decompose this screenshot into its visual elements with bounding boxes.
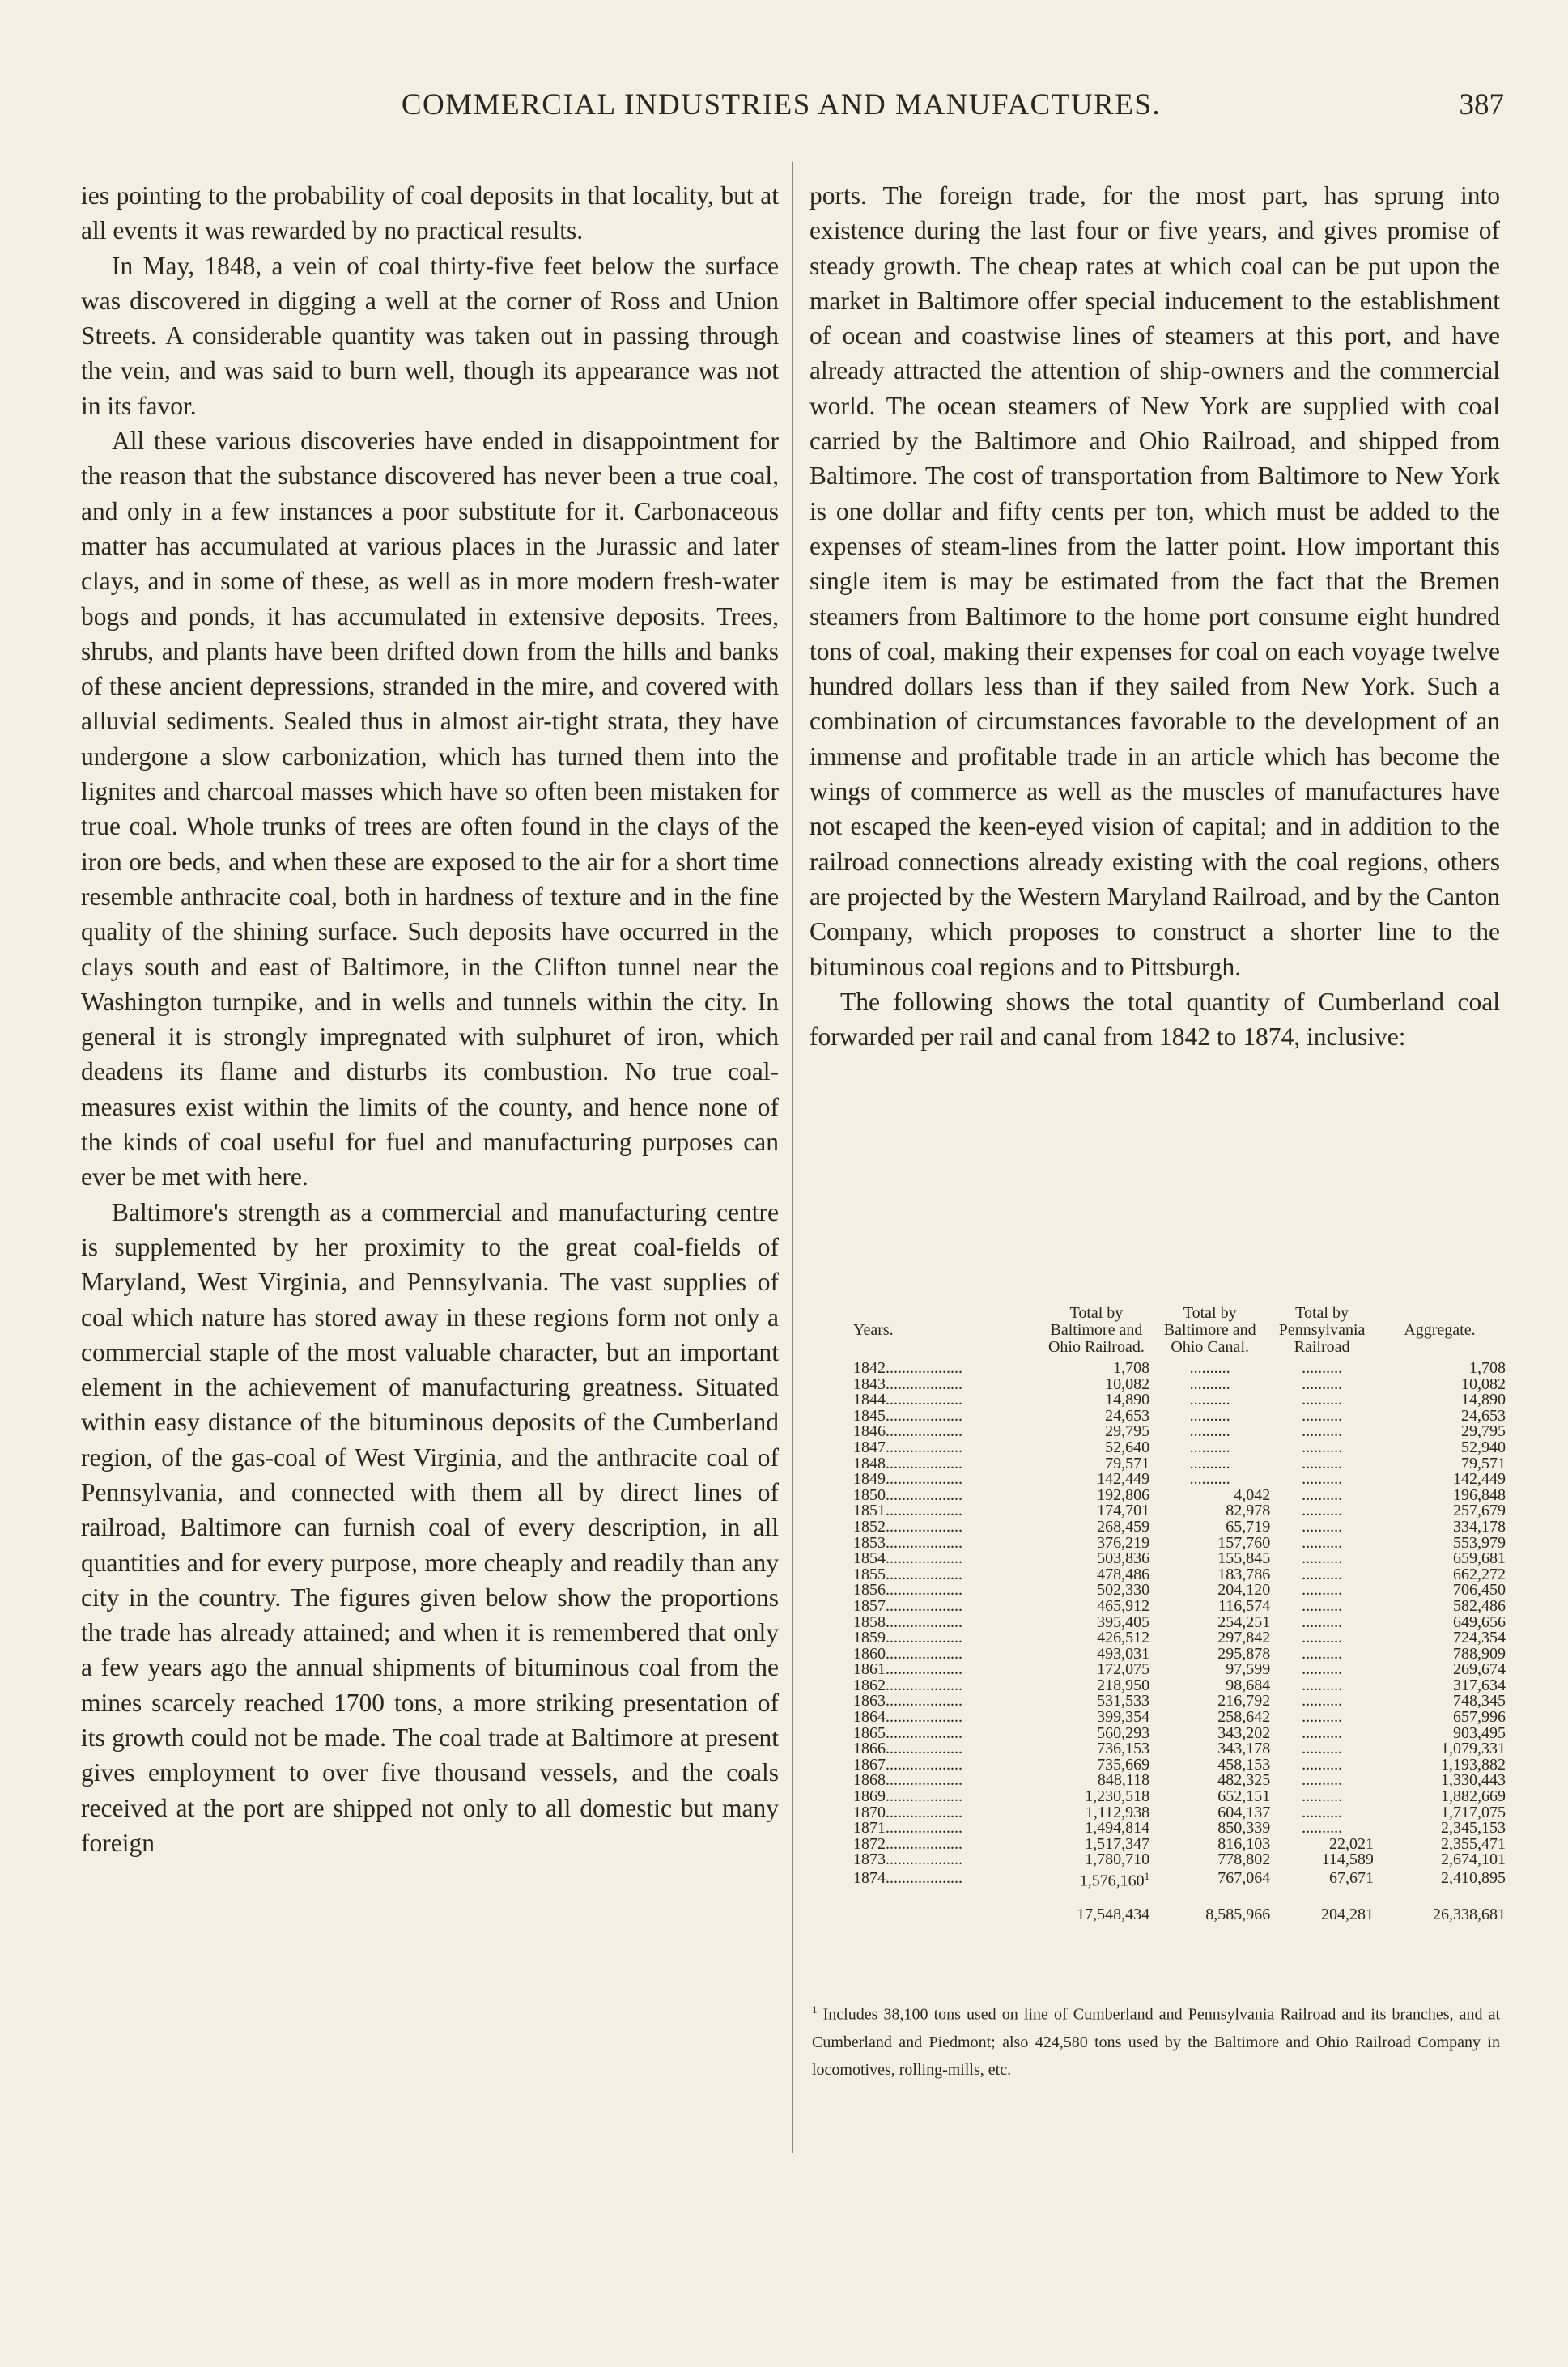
cell-bo-canal-value: .......... bbox=[1189, 1391, 1230, 1409]
cell-bo-canal-value: .......... bbox=[1189, 1406, 1230, 1425]
cell-year-value: 1845................... bbox=[853, 1406, 962, 1425]
cell-year-value: 1861................... bbox=[853, 1660, 962, 1679]
cell-aggregate-value: 724,354 bbox=[1453, 1629, 1506, 1647]
cell-bo-canal-value: 216,792 bbox=[1217, 1692, 1271, 1710]
cell-bo-railroad-value: 395,405 bbox=[1097, 1613, 1150, 1631]
cell-aggregate-value: 1,193,882 bbox=[1441, 1755, 1506, 1774]
cell-year-value: 1871................... bbox=[853, 1819, 962, 1838]
cell-year-value: 1862................... bbox=[853, 1676, 962, 1694]
cell-bo-railroad-value: 52,640 bbox=[1105, 1438, 1150, 1456]
cell-year-value: 1850................... bbox=[853, 1485, 962, 1504]
cell-bo-railroad-value: 531,533 bbox=[1097, 1692, 1150, 1710]
cell-bo-canal-value: 458,153 bbox=[1217, 1755, 1271, 1774]
cell-bo-canal-value: 258,642 bbox=[1217, 1708, 1271, 1727]
cell-penn-railroad-value: .......... bbox=[1302, 1391, 1343, 1409]
total-bo-canal: 8,585,966 bbox=[1205, 1906, 1271, 1924]
cell-aggregate-value: 2,410,895 bbox=[1441, 1869, 1506, 1888]
cell-bo-railroad-value: 1,230,518 bbox=[1085, 1787, 1150, 1806]
cell-year-value: 1865................... bbox=[853, 1723, 962, 1742]
cell-year-value: 1855................... bbox=[853, 1565, 962, 1583]
footnote-text: Includes 38,100 tons used on line of Cumberland and Pennsylvania Railroad and its branches, and at Cumberland and Piedmont; also 424,580 tons used by the Baltimore and Ohio Railroad Company in locomotives, rolling-mills, etc. bbox=[812, 2005, 1501, 2079]
paragraph: All these various discoveries have ended in disappointment for the reason that the substance discovered has never been a true coal, and only in a few instances a poor substitute for it. Carbonaceous matter has accumulated at various places in the Jurassic and later clays, and in some of these, as well as in more modern fresh-water bogs and ponds, it has accumulated in extensive deposits. Trees, shrubs, and plants have been drifted down from the hills and banks of these ancient depressions, stranded in the mire, and covered with alluvial sediments. Sealed thus in almost air-tight strata, they have undergone a slow carbonization, which has turned them into the lignites and charcoal masses which have so often been mistaken for true coal. Whole trunks of trees are often found in the clays of the iron ore beds, and when these are exposed to the air for a short time resemble anthracite coal, both in hardness of texture and in the fine quality of the shining surface. Such deposits have occurred in the clays south and east of Baltimore, in the Clifton tunnel near the Washington turnpike, and in wells and tunnels within the city. In general it is strongly impregnated with sulphuret of iron, which deadens its flame and disturbs its combustion. No true coal-measures exist within the limits of the county, and hence none of the kinds of coal useful for fuel and manufacturing purposes can ever be met with here. bbox=[81, 427, 779, 1192]
cell-year-value: 1843................... bbox=[853, 1375, 962, 1393]
cell-penn-railroad-value: 22,021 bbox=[1328, 1834, 1374, 1853]
cell-bo-railroad-value: 503,836 bbox=[1097, 1549, 1150, 1568]
cell-year-value: 1848................... bbox=[853, 1454, 962, 1472]
cell-bo-railroad-value: 268,459 bbox=[1097, 1517, 1150, 1536]
cell-bo-railroad-value: 560,293 bbox=[1097, 1723, 1150, 1742]
cell-bo-canal-value: 297,842 bbox=[1217, 1629, 1271, 1647]
cell-aggregate-value: 657,996 bbox=[1453, 1708, 1506, 1727]
cell-bo-railroad bbox=[1043, 1868, 1149, 1889]
cell-aggregate-value: 649,656 bbox=[1453, 1613, 1506, 1631]
cell-aggregate-value: 659,681 bbox=[1453, 1549, 1506, 1568]
cell-bo-railroad-value: 848,118 bbox=[1097, 1771, 1150, 1790]
cell-bo-railroad-value: 29,795 bbox=[1105, 1422, 1150, 1441]
cell-bo-canal-value: .......... bbox=[1189, 1470, 1230, 1489]
right-column bbox=[809, 178, 1500, 1054]
page-header bbox=[49, 87, 1514, 136]
cell-bo-canal bbox=[1149, 1868, 1270, 1889]
cell-aggregate-value: 29,795 bbox=[1461, 1422, 1506, 1441]
cell-bo-railroad-value: 502,330 bbox=[1097, 1581, 1150, 1600]
cell-aggregate bbox=[1374, 1868, 1506, 1889]
cell-year-value: 1866................... bbox=[853, 1740, 962, 1758]
cell-penn-railroad-value: .......... bbox=[1302, 1692, 1343, 1710]
footnote-marker: 1 bbox=[812, 2004, 818, 2016]
cell-year-value: 1846................... bbox=[853, 1422, 962, 1441]
header-penn-railroad: Total by Pennsylvania Railroad bbox=[1278, 1304, 1366, 1356]
cell-bo-railroad-value: 1,576,160 bbox=[1079, 1872, 1145, 1890]
page-number: 387 bbox=[1459, 88, 1504, 121]
footnote bbox=[812, 1996, 1500, 2084]
header-bo-canal: Total by Baltimore and Ohio Canal. bbox=[1163, 1304, 1256, 1356]
cell-bo-railroad-value: 465,912 bbox=[1097, 1596, 1150, 1615]
cell-penn-railroad-value: .......... bbox=[1302, 1517, 1343, 1536]
cell-bo-canal-value: 155,845 bbox=[1217, 1549, 1271, 1568]
total-aggregate: 26,338,681 bbox=[1433, 1906, 1506, 1924]
cell-year-value: 1849................... bbox=[853, 1470, 962, 1489]
cell-penn-railroad-value: .......... bbox=[1302, 1581, 1343, 1600]
cell-penn-railroad-value: .......... bbox=[1302, 1422, 1343, 1441]
cell-penn-railroad-value: .......... bbox=[1302, 1787, 1343, 1806]
paragraph: ies pointing to the probability of coal deposits in that locality, but at all events it was rewarded by no practical results. bbox=[81, 181, 779, 245]
cell-penn-railroad-value: .......... bbox=[1302, 1502, 1343, 1520]
footnote-ref: 1 bbox=[1144, 1870, 1150, 1882]
cell-year-value: 1859................... bbox=[853, 1629, 962, 1647]
cell-bo-canal-value: 82,978 bbox=[1226, 1502, 1271, 1520]
cell-penn-railroad-value: .......... bbox=[1302, 1454, 1343, 1472]
coal-shipments-table bbox=[809, 1305, 1506, 1923]
cell-year-value: 1856................... bbox=[853, 1581, 962, 1600]
column-divider bbox=[792, 162, 793, 2153]
cell-year bbox=[809, 1868, 1043, 1889]
cell-aggregate-value: 1,079,331 bbox=[1441, 1740, 1506, 1758]
total-penn-railroad: 204,281 bbox=[1320, 1906, 1374, 1924]
cell-penn-railroad-value: .......... bbox=[1302, 1613, 1343, 1631]
cell-aggregate-value: 24,653 bbox=[1461, 1406, 1506, 1425]
cell-bo-railroad-value: 1,780,710 bbox=[1085, 1851, 1150, 1869]
cell-bo-railroad-value: 192,806 bbox=[1097, 1485, 1150, 1504]
cell-aggregate-value: 706,450 bbox=[1453, 1581, 1506, 1600]
cell-bo-canal-value: 652,151 bbox=[1217, 1787, 1271, 1806]
cell-penn-railroad-value: .......... bbox=[1302, 1406, 1343, 1425]
cell-aggregate-value: 79,571 bbox=[1461, 1454, 1506, 1472]
cell-bo-canal-value: 4,042 bbox=[1234, 1485, 1271, 1504]
cell-aggregate-value: 788,909 bbox=[1453, 1644, 1506, 1663]
cell-penn-railroad-value: 114,589 bbox=[1321, 1851, 1374, 1869]
paragraph: Baltimore's strength as a commercial and manufacturing centre is supplemented by her proximity to the great coal-fields of Maryland, West Virginia, and Pennsylvania. The vast supplies of coal which nature has stored away in these regions form not only a commercial staple of the most valuable character, but an important element in the achievement of manufacturing greatness. Situated within easy distance of the bituminous deposits of the Cumberland region, of the gas-coal of West Virginia, and the anthracite coal of Pennsylvania, and connected with them all by direct lines of railroad, Baltimore can furnish coal of every description, in all quantities and for every purpose, more cheaply and readily than any city in the country. The figures given below show the proportions the trade has already attained; and when it is remembered that only a few years ago the annual shipments of bituminous coal from the mines scarcely reached 1700 tons, a more striking presentation of its growth could not be made. The coal trade at Baltimore at present gives employment to over five thousand vessels, and the coals received at the port are shipped not only to all domestic but many foreign bbox=[81, 1197, 779, 1857]
cell-bo-canal-value: .......... bbox=[1189, 1359, 1230, 1377]
cell-bo-railroad-value: 24,653 bbox=[1105, 1406, 1150, 1425]
cell-bo-railroad-value: 174,701 bbox=[1097, 1502, 1150, 1520]
cell-aggregate-value: 1,717,075 bbox=[1441, 1803, 1506, 1821]
table-row bbox=[809, 1852, 1506, 1868]
cell-year-value: 1870................... bbox=[853, 1803, 962, 1821]
cell-bo-canal-value: 767,064 bbox=[1217, 1869, 1271, 1888]
cell-penn-railroad-value: .......... bbox=[1302, 1819, 1343, 1838]
cell-bo-railroad-value: 142,449 bbox=[1097, 1470, 1150, 1489]
cell-bo-canal-value: 98,684 bbox=[1226, 1676, 1271, 1694]
cell-bo-railroad-value: 1,494,814 bbox=[1085, 1819, 1150, 1838]
cell-aggregate-value: 1,708 bbox=[1469, 1359, 1506, 1377]
cell-penn-railroad bbox=[1270, 1852, 1374, 1868]
paragraph: The following shows the total quantity of Cumberland coal forwarded per rail and canal from 1842 to 1874, inclusive: bbox=[809, 987, 1500, 1052]
cell-aggregate-value: 662,272 bbox=[1453, 1565, 1506, 1583]
running-title: COMMERCIAL INDUSTRIES AND MANUFACTURES. bbox=[401, 88, 1162, 121]
cell-bo-canal-value: 343,202 bbox=[1217, 1723, 1271, 1742]
cell-penn-railroad-value: 67,671 bbox=[1328, 1869, 1374, 1888]
cell-aggregate-value: 334,178 bbox=[1453, 1517, 1506, 1536]
cell-penn-railroad-value: .......... bbox=[1302, 1676, 1343, 1694]
cell-bo-canal-value: 604,137 bbox=[1217, 1803, 1271, 1821]
cell-bo-canal-value: 482,325 bbox=[1217, 1771, 1271, 1790]
cell-penn-railroad-value: .......... bbox=[1302, 1629, 1343, 1647]
cell-bo-canal-value: 183,786 bbox=[1217, 1565, 1271, 1583]
cell-aggregate-value: 317,634 bbox=[1453, 1676, 1506, 1694]
cell-bo-railroad-value: 478,486 bbox=[1097, 1565, 1150, 1583]
cell-bo-canal-value: 97,599 bbox=[1226, 1660, 1271, 1679]
cell-penn-railroad-value: .......... bbox=[1302, 1565, 1343, 1583]
cell-aggregate-value: 2,355,471 bbox=[1441, 1834, 1506, 1853]
cell-penn-railroad-value: .......... bbox=[1302, 1485, 1343, 1504]
cell-year-value: 1863................... bbox=[853, 1692, 962, 1710]
table-header-row bbox=[809, 1305, 1506, 1361]
cell-penn-railroad-value: .......... bbox=[1302, 1470, 1343, 1489]
cell-year-value: 1847................... bbox=[853, 1438, 962, 1456]
cell-bo-canal-value: 778,802 bbox=[1217, 1851, 1271, 1869]
cell-aggregate-value: 582,486 bbox=[1453, 1596, 1506, 1615]
cell-year-value: 1872................... bbox=[853, 1834, 962, 1853]
cell-year-value: 1842................... bbox=[853, 1359, 962, 1377]
cell-aggregate-value: 14,890 bbox=[1461, 1391, 1506, 1409]
cell-bo-canal-value: 850,339 bbox=[1217, 1819, 1271, 1838]
cell-year-value: 1864................... bbox=[853, 1708, 962, 1727]
cell-year-value: 1844................... bbox=[853, 1391, 962, 1409]
cell-penn-railroad-value: .......... bbox=[1302, 1644, 1343, 1663]
header-years: Years. bbox=[853, 1321, 894, 1339]
cell-year-value: 1853................... bbox=[853, 1533, 962, 1552]
cell-bo-railroad-value: 426,512 bbox=[1097, 1629, 1150, 1647]
cell-penn-railroad-value: .......... bbox=[1302, 1375, 1343, 1393]
cell-year-value: 1854................... bbox=[853, 1549, 962, 1568]
cell-bo-canal-value: .......... bbox=[1189, 1375, 1230, 1393]
cell-year-value: 1868................... bbox=[853, 1771, 962, 1790]
cell-penn-railroad-value: .......... bbox=[1302, 1359, 1343, 1377]
cell-year-value: 1874................... bbox=[853, 1869, 962, 1888]
cell-bo-canal-value: .......... bbox=[1189, 1454, 1230, 1472]
cell-aggregate-value: 52,940 bbox=[1461, 1438, 1506, 1456]
cell-bo-canal-value: 254,251 bbox=[1217, 1613, 1271, 1631]
totals-row bbox=[809, 1889, 1506, 1923]
cell-year-value: 1867................... bbox=[853, 1755, 962, 1774]
cell-bo-canal-value: 116,574 bbox=[1217, 1596, 1271, 1615]
cell-bo-canal-value: 343,178 bbox=[1217, 1740, 1271, 1758]
cell-aggregate-value: 10,082 bbox=[1461, 1375, 1506, 1393]
cell-year-value: 1869................... bbox=[853, 1787, 962, 1806]
cell-bo-railroad-value: 493,031 bbox=[1097, 1644, 1150, 1663]
cell-year-value: 1852................... bbox=[853, 1517, 962, 1536]
cell-aggregate-value: 269,674 bbox=[1453, 1660, 1506, 1679]
cell-bo-railroad-value: 1,112,938 bbox=[1085, 1803, 1150, 1821]
cell-aggregate-value: 1,330,443 bbox=[1441, 1771, 1506, 1790]
cell-penn-railroad-value: .......... bbox=[1302, 1708, 1343, 1727]
cell-bo-railroad-value: 172,075 bbox=[1097, 1660, 1150, 1679]
cell-year-value: 1858................... bbox=[853, 1613, 962, 1631]
cell-bo-canal-value: .......... bbox=[1189, 1422, 1230, 1441]
cell-aggregate-value: 257,679 bbox=[1453, 1502, 1506, 1520]
cell-year-value: 1851................... bbox=[853, 1502, 962, 1520]
cell-bo-railroad-value: 14,890 bbox=[1105, 1391, 1150, 1409]
cell-year-value: 1860................... bbox=[853, 1644, 962, 1663]
cell-aggregate-value: 553,979 bbox=[1453, 1533, 1506, 1552]
cell-penn-railroad-value: .......... bbox=[1302, 1723, 1343, 1742]
cell-aggregate-value: 142,449 bbox=[1453, 1470, 1506, 1489]
cell-bo-railroad bbox=[1043, 1852, 1149, 1868]
cell-bo-railroad-value: 1,708 bbox=[1113, 1359, 1150, 1377]
cell-bo-railroad-value: 218,950 bbox=[1097, 1676, 1150, 1694]
cell-bo-railroad-value: 1,517,347 bbox=[1085, 1834, 1150, 1853]
cell-year-value: 1873................... bbox=[853, 1851, 962, 1869]
cell-bo-canal-value: 295,878 bbox=[1217, 1644, 1271, 1663]
table-row bbox=[809, 1868, 1506, 1889]
cell-bo-canal-value: 204,120 bbox=[1217, 1581, 1271, 1600]
cell-penn-railroad-value: .......... bbox=[1302, 1596, 1343, 1615]
cell-penn-railroad-value: .......... bbox=[1302, 1803, 1343, 1821]
cell-aggregate-value: 2,345,153 bbox=[1441, 1819, 1506, 1838]
header-bo-railroad: Total by Baltimore and Ohio Railroad. bbox=[1047, 1304, 1145, 1356]
cell-aggregate-value: 196,848 bbox=[1453, 1485, 1506, 1504]
paragraph: In May, 1848, a vein of coal thirty-five feet below the surface was discovered in digging a well at the corner of Ross and Union Streets. A considerable quantity was taken out in passing through the vein, and was said to burn well, though its appearance was not in its favor. bbox=[81, 251, 779, 420]
cell-penn-railroad-value: .......... bbox=[1302, 1549, 1343, 1568]
cell-penn-railroad-value: .......... bbox=[1302, 1660, 1343, 1679]
cell-bo-canal-value: .......... bbox=[1189, 1438, 1230, 1456]
left-column bbox=[81, 178, 779, 1860]
cell-bo-railroad-value: 399,354 bbox=[1097, 1708, 1150, 1727]
cell-aggregate-value: 903,495 bbox=[1453, 1723, 1506, 1742]
cell-bo-railroad-value: 10,082 bbox=[1105, 1375, 1150, 1393]
cell-penn-railroad-value: .......... bbox=[1302, 1771, 1343, 1790]
cell-penn-railroad-value: .......... bbox=[1302, 1740, 1343, 1758]
cell-bo-railroad-value: 376,219 bbox=[1097, 1533, 1150, 1552]
cell-year bbox=[809, 1852, 1043, 1868]
cell-bo-railroad-value: 79,571 bbox=[1105, 1454, 1150, 1472]
cell-penn-railroad-value: .......... bbox=[1302, 1438, 1343, 1456]
cell-penn-railroad-value: .......... bbox=[1302, 1533, 1343, 1552]
cell-aggregate-value: 1,882,669 bbox=[1441, 1787, 1506, 1806]
cell-bo-canal bbox=[1149, 1852, 1270, 1868]
header-aggregate: Aggregate. bbox=[1404, 1321, 1476, 1339]
cell-penn-railroad bbox=[1270, 1868, 1374, 1889]
cell-bo-railroad-value: 736,153 bbox=[1097, 1740, 1150, 1758]
total-bo-railroad: 17,548,434 bbox=[1077, 1906, 1150, 1924]
cell-aggregate bbox=[1374, 1852, 1506, 1868]
paragraph: ports. The foreign trade, for the most part, has sprung into existence during the last four or five years, and gives promise of steady growth. The cheap rates at which coal can be put upon the market in Baltimore offer special inducement to the establishment of ocean and coastwise lines of steamers at this port, and have already attracted the attention of ship-owners and the commercial world. The ocean steamers of New York are supplied with coal carried by the Baltimore and Ohio Railroad, and shipped from Baltimore. The cost of transportation from Baltimore to New York is one dollar and fifty cents per ton, which must be added to the expenses of steam-lines from the latter point. How important this single item is may be estimated from the fact that the Bremen steamers from Baltimore to the home port consume eight hundred tons of coal, making their expenses for coal on each voyage twelve hundred dollars less than if they sailed from New York. Such a combination of circumstances favorable to the development of an immense and profitable trade in an article which has become the wings of commerce as well as the muscles of manufactures have not escaped the keen-eyed vision of capital; and in addition to the railroad connections already existing with the coal regions, others are projected by the Western Maryland Railroad, and by the Canton Company, which proposes to construct a shorter line to the bituminous coal regions and to Pittsburgh. bbox=[809, 181, 1500, 981]
cell-bo-canal-value: 65,719 bbox=[1226, 1517, 1271, 1536]
cell-aggregate-value: 2,674,101 bbox=[1441, 1851, 1506, 1869]
cell-year-value: 1857................... bbox=[853, 1596, 962, 1615]
cell-aggregate-value: 748,345 bbox=[1453, 1692, 1506, 1710]
cell-bo-railroad-value: 735,669 bbox=[1097, 1755, 1150, 1774]
cell-bo-canal-value: 816,103 bbox=[1217, 1834, 1271, 1853]
cell-penn-railroad-value: .......... bbox=[1302, 1755, 1343, 1774]
cell-bo-canal-value: 157,760 bbox=[1217, 1533, 1271, 1552]
